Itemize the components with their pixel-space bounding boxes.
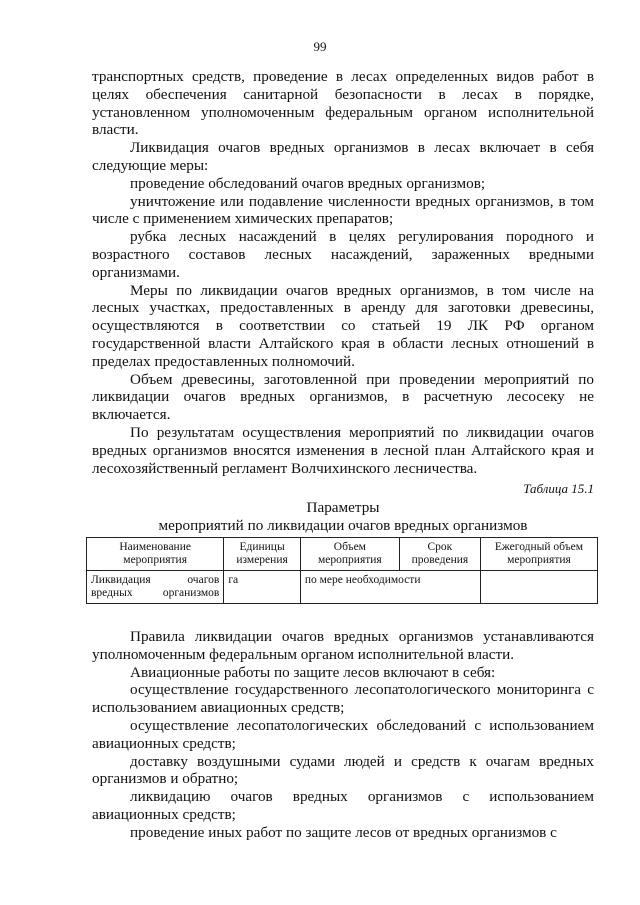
table-header-row (87, 538, 598, 571)
paragraph: доставку воздушными судами людей и средств к очагам вредных организмов и обратно; (92, 752, 594, 788)
paragraph: По результатам осуществления мероприятий по ликвидации очагов вредных организмов вносятся изменения в лесной план Алтайского края и лесохозяйственный регламент Волчихинского лесничества. (92, 423, 594, 477)
column-header: Срок проведения (399, 538, 480, 571)
table-title: Параметры (306, 499, 380, 517)
paragraph: проведение обследований очагов вредных организмов; (130, 174, 486, 192)
paragraph: осуществление лесопатологических обследований с использованием авиационных средств; (92, 716, 594, 752)
paragraph: проведение иных работ по защите лесов от вредных организмов с (130, 823, 557, 841)
cell-name: Ликвидация очагов вредных организмов (87, 571, 224, 604)
paragraph: осуществление государственного лесопатологического мониторинга с использованием авиационных средств; (92, 681, 594, 717)
paragraph: транспортных средств, проведение в лесах определенных видов работ в целях обеспечения санитарной безопасности в лесах в порядке, установленном уполномоченным федеральным органом исполнительной власти. (92, 68, 594, 139)
cell-volume-term: по мере необходимости (300, 571, 480, 604)
paragraph: рубка лесных насаждений в целях регулирования породного и возрастного составов лесных насаждений, зараженных вредными организмами. (92, 228, 594, 281)
column-header: Объем мероприятия (300, 538, 399, 571)
paragraph: ликвидацию очагов вредных организмов с использованием авиационных средств; (92, 788, 594, 823)
column-header: Наименование мероприятия (87, 538, 224, 571)
table-subtitle: мероприятий по ликвидации очагов вредных организмов (158, 517, 528, 535)
paragraph: уничтожение или подавление численности вредных организмов, в том числе с применением химических препаратов; (92, 192, 594, 228)
paragraph: Ликвидация очагов вредных организмов в лесах включает в себя следующие меры: (92, 139, 594, 174)
body-text-bottom (92, 628, 594, 842)
paragraph: Авиационные работы по защите лесов включают в себя: (130, 663, 496, 681)
column-header: Ежегодный объем мероприятия (480, 538, 597, 571)
body-text-top (92, 68, 594, 535)
paragraph: Правила ликвидации очагов вредных организмов устанавливаются уполномоченным федеральным органом исполнительной власти. (92, 628, 594, 663)
parameters-table (86, 537, 598, 604)
paragraph: Меры по ликвидации очагов вредных организмов, в том числе на лесных участках, предоставленных в аренду для заготовки древесины, осуществляются в соответствии со статьей 19 ЛК РФ органом государственной власти Алтайского края в области лесных отношений в пределах предоставленных полномочий. (92, 281, 594, 370)
cell-annual (480, 571, 597, 604)
table-row (87, 571, 598, 604)
page-number: 99 (313, 39, 327, 54)
cell-unit: га (224, 571, 301, 604)
table-caption: Таблица 15.1 (523, 481, 594, 497)
paragraph: Объем древесины, заготовленной при проведении мероприятий по ликвидации очагов вредных организмов, в расчетную лесосеку не включается. (92, 370, 594, 424)
column-header: Единицы измерения (224, 538, 301, 571)
